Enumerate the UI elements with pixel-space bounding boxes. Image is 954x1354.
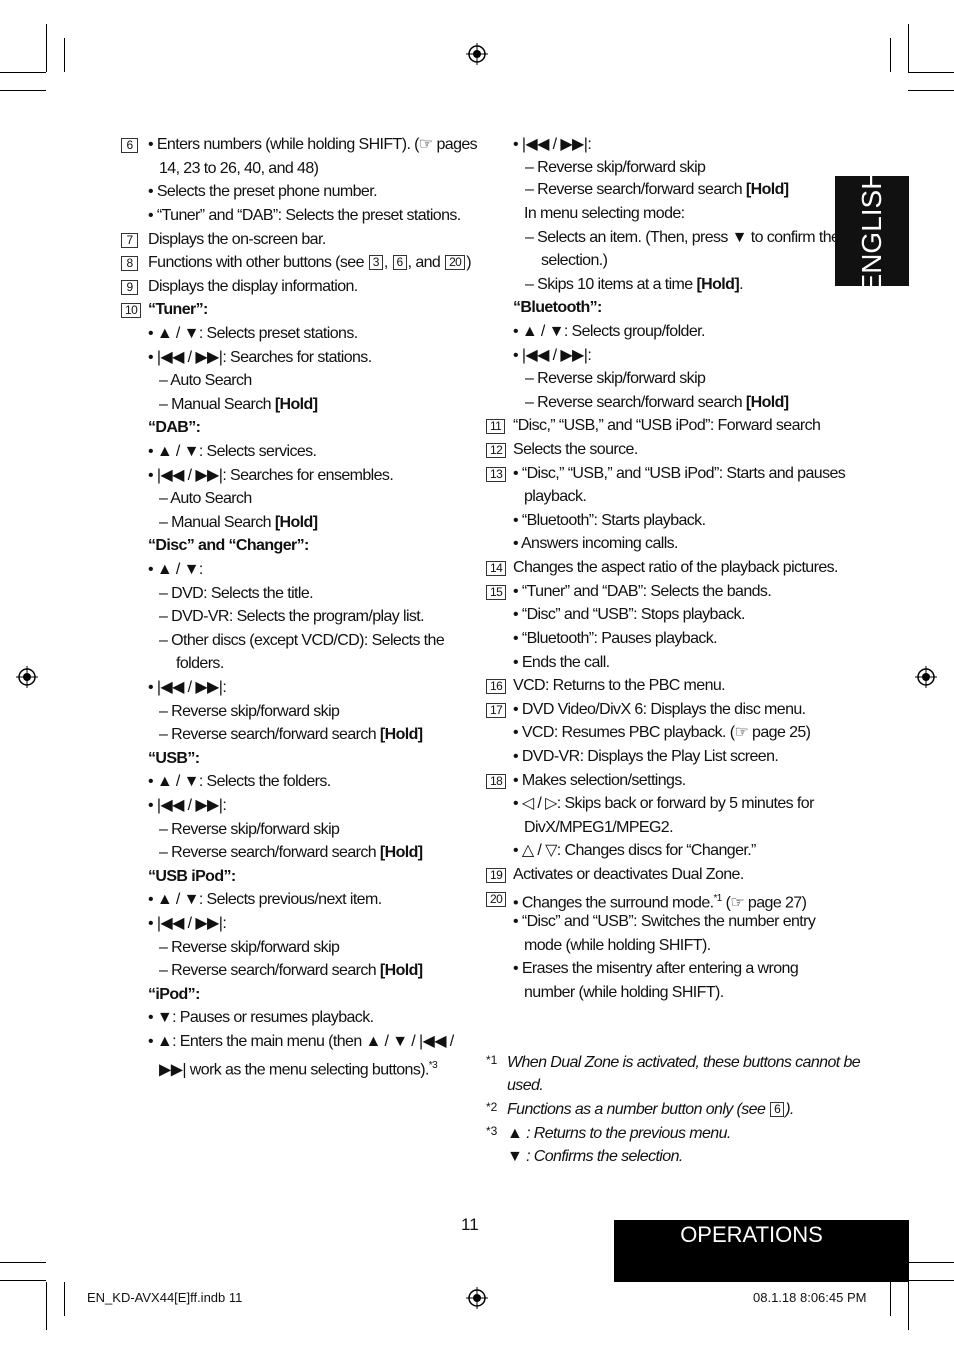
text-line: • Enters numbers (while holding SHIFT). (☞ pages <box>148 136 478 153</box>
text-line: – Manual Search [Hold] <box>159 396 318 413</box>
text-line: • “Disc,” “USB,” and “USB iPod”: Starts and pauses <box>513 465 846 482</box>
section-heading: “Tuner”: <box>148 301 208 318</box>
text-line: – Reverse search/forward search [Hold] <box>525 181 789 198</box>
text-line: DivX/MPEG1/MPEG2. <box>524 819 673 836</box>
text-line: – DVD-VR: Selects the program/play list. <box>159 608 424 625</box>
section-heading: “iPod”: <box>148 986 200 1003</box>
text-line: • Changes the surround mode.$^{*1}$ (☞ page 27) <box>513 893 807 912</box>
text-line: – Auto Search <box>159 490 252 507</box>
crop-mark <box>0 72 46 73</box>
footnote-text: ▲ : Returns to the previous menu. <box>507 1125 731 1142</box>
text-line: – DVD: Selects the title. <box>159 585 313 602</box>
item-number: 10 <box>121 303 141 318</box>
text-line: • |◀◀ / ▶▶|: Searches for ensembles. <box>148 467 394 484</box>
text-line: 14, 23 to 26, 40, and 48) <box>159 160 319 177</box>
text-line: • ▲: Enters the main menu (then ▲ / ▼ / |◀◀ / <box>148 1033 454 1050</box>
registration-mark-icon <box>466 43 488 65</box>
text-line: • “Bluetooth”: Pauses playback. <box>513 630 718 647</box>
text-line: – Other discs (except VCD/CD): Selects the <box>159 632 445 649</box>
text-line: – Reverse skip/forward skip <box>525 159 706 176</box>
text-line: VCD: Returns to the PBC menu. <box>513 677 726 694</box>
print-file-info: EN_KD-AVX44[E]ff.indb 11 <box>87 1290 243 1305</box>
text-line: Changes the aspect ratio of the playback pictures. <box>513 559 838 576</box>
crop-mark <box>0 90 46 91</box>
ref-box: 20 <box>445 255 465 270</box>
text-line: • “Tuner” and “DAB”: Selects the preset stations. <box>148 207 461 224</box>
text-line: – Reverse search/forward search [Hold] <box>159 844 423 861</box>
text-line: – Skips 10 items at a time [Hold]. <box>525 276 743 293</box>
text-line: – Reverse skip/forward skip <box>525 370 706 387</box>
text-line: – Auto Search <box>159 372 252 389</box>
item-number: 20 <box>486 892 506 907</box>
item-number: 8 <box>121 256 138 271</box>
text-line: • |◀◀ / ▶▶|: Searches for stations. <box>148 349 372 366</box>
text-line: • ◁ / ▷: Skips back or forward by 5 minutes for <box>513 795 814 812</box>
crop-mark <box>908 72 954 73</box>
text-line: • Makes selection/settings. <box>513 772 686 789</box>
crop-mark <box>0 1280 46 1281</box>
footnote-text: used. <box>507 1077 544 1094</box>
text-line: • DVD-VR: Displays the Play List screen. <box>513 748 779 765</box>
text-line: • |◀◀ / ▶▶|: <box>513 136 592 153</box>
text-line: • Selects the preset phone number. <box>148 183 377 200</box>
text-line: In menu selecting mode: <box>524 205 685 222</box>
text-line: • ▲ / ▼: Selects services. <box>148 443 317 460</box>
text-line: Selects the source. <box>513 441 638 458</box>
text-line: “Disc,” “USB,” and “USB iPod”: Forward search <box>513 417 821 434</box>
ref-box: 6 <box>770 1102 784 1117</box>
item-number: 18 <box>486 774 506 789</box>
ref-box: 6 <box>393 255 407 270</box>
text-line: mode (while holding SHIFT). <box>524 937 711 954</box>
item-number: 16 <box>486 679 506 694</box>
crop-mark <box>890 1282 891 1316</box>
text-line: Functions with other buttons (see 3 , 6 , and 20 ) <box>148 254 471 271</box>
language-tab-label: ENGLISH <box>856 169 887 293</box>
text-line: number (while holding SHIFT). <box>524 984 724 1001</box>
text-line: • Erases the misentry after entering a wrong <box>513 960 799 977</box>
section-heading: “Disc” and “Changer”: <box>148 537 309 554</box>
item-number: 7 <box>121 233 138 248</box>
text-line: • “Tuner” and “DAB”: Selects the bands. <box>513 583 772 600</box>
section-heading: “USB iPod”: <box>148 868 236 885</box>
text-line: • ▲ / ▼: Selects the folders. <box>148 773 331 790</box>
text-line: • ▲ / ▼: Selects group/folder. <box>513 323 705 340</box>
item-number: 17 <box>486 703 506 718</box>
text-line: Activates or deactivates Dual Zone. <box>513 866 744 883</box>
crop-mark <box>908 1262 954 1263</box>
item-number: 11 <box>486 419 505 434</box>
text-line: – Reverse skip/forward skip <box>159 939 340 956</box>
text-line: – Selects an item. (Then, press ▼ to confirm the <box>525 229 840 246</box>
section-heading: “USB”: <box>148 750 200 767</box>
text-line: • ▲ / ▼: Selects previous/next item. <box>148 891 382 908</box>
registration-mark-icon <box>915 666 937 688</box>
crop-mark <box>908 1282 909 1330</box>
text-line: • ▲ / ▼: Selects preset stations. <box>148 325 358 342</box>
text-line: • |◀◀ / ▶▶|: <box>148 915 227 932</box>
item-number: 14 <box>486 561 506 576</box>
crop-mark <box>908 1280 954 1281</box>
crop-mark <box>64 38 65 72</box>
item-number: 9 <box>121 280 138 295</box>
text-line: selection.) <box>541 252 608 269</box>
text-line: • |◀◀ / ▶▶|: <box>148 679 227 696</box>
text-line: • |◀◀ / ▶▶|: <box>148 797 227 814</box>
item-number: 12 <box>486 443 506 458</box>
crop-mark <box>46 24 47 72</box>
crop-mark <box>46 1282 47 1330</box>
text-line: – Reverse search/forward search [Hold] <box>159 962 423 979</box>
registration-mark-icon <box>466 1287 488 1309</box>
page-number: 11 <box>461 1215 479 1234</box>
text-line: – Reverse skip/forward skip <box>159 821 340 838</box>
crop-mark <box>890 38 891 72</box>
text-line: Displays the on-screen bar. <box>148 231 326 248</box>
text-line: • |◀◀ / ▶▶|: <box>513 347 592 364</box>
footnote-mark: *1 <box>486 1053 498 1067</box>
text-line: • “Bluetooth”: Starts playback. <box>513 512 706 529</box>
text-line: • “Disc” and “USB”: Stops playback. <box>513 606 745 623</box>
item-number: 13 <box>486 467 506 482</box>
text-line: folders. <box>176 655 224 672</box>
text-line: • VCD: Resumes PBC playback. (☞ page 25) <box>513 724 811 741</box>
text-line: – Reverse search/forward search [Hold] <box>525 394 789 411</box>
text-line: • Ends the call. <box>513 654 610 671</box>
crop-mark <box>64 1282 65 1316</box>
section-heading: “Bluetooth”: <box>513 299 602 316</box>
footnote-mark: *3 <box>486 1124 498 1138</box>
crop-mark <box>908 90 954 91</box>
text-line: • ▲ / ▼: <box>148 561 203 578</box>
text-line: – Reverse search/forward search [Hold] <box>159 726 423 743</box>
section-tab <box>614 1220 909 1282</box>
item-number: 19 <box>486 868 506 883</box>
text-line: ▶▶| work as the menu selecting buttons).$^{*3}$ <box>159 1060 438 1079</box>
text-line: – Reverse skip/forward skip <box>159 703 340 720</box>
crop-mark <box>908 24 909 72</box>
footnote-text: When Dual Zone is activated, these buttons cannot be <box>507 1054 861 1071</box>
footnote-mark: *2 <box>486 1100 498 1114</box>
section-heading: “DAB”: <box>148 419 201 436</box>
language-tab <box>835 169 909 293</box>
text-line: – Manual Search [Hold] <box>159 514 318 531</box>
item-number: 6 <box>121 138 138 153</box>
ref-box: 3 <box>369 255 383 270</box>
item-number: 15 <box>486 585 506 600</box>
footnote-text: Functions as a number button only (see 6 ). <box>507 1101 794 1118</box>
print-date-info: 08.1.18 8:06:45 PM <box>753 1290 867 1305</box>
text-line: • Answers incoming calls. <box>513 535 678 552</box>
footnote-text: ▼ : Confirms the selection. <box>507 1148 683 1165</box>
section-tab-label: OPERATIONS <box>680 1222 823 1247</box>
crop-mark <box>0 1262 46 1263</box>
text-line: • △ / ▽: Changes discs for “Changer.” <box>513 842 756 859</box>
text-line: • ▼: Pauses or resumes playback. <box>148 1009 374 1026</box>
text-line: playback. <box>524 488 587 505</box>
text-line: Displays the display information. <box>148 278 358 295</box>
text-line: • DVD Video/DivX 6: Displays the disc menu. <box>513 701 806 718</box>
registration-mark-icon <box>16 666 38 688</box>
text-line: • “Disc” and “USB”: Switches the number entry <box>513 913 816 930</box>
